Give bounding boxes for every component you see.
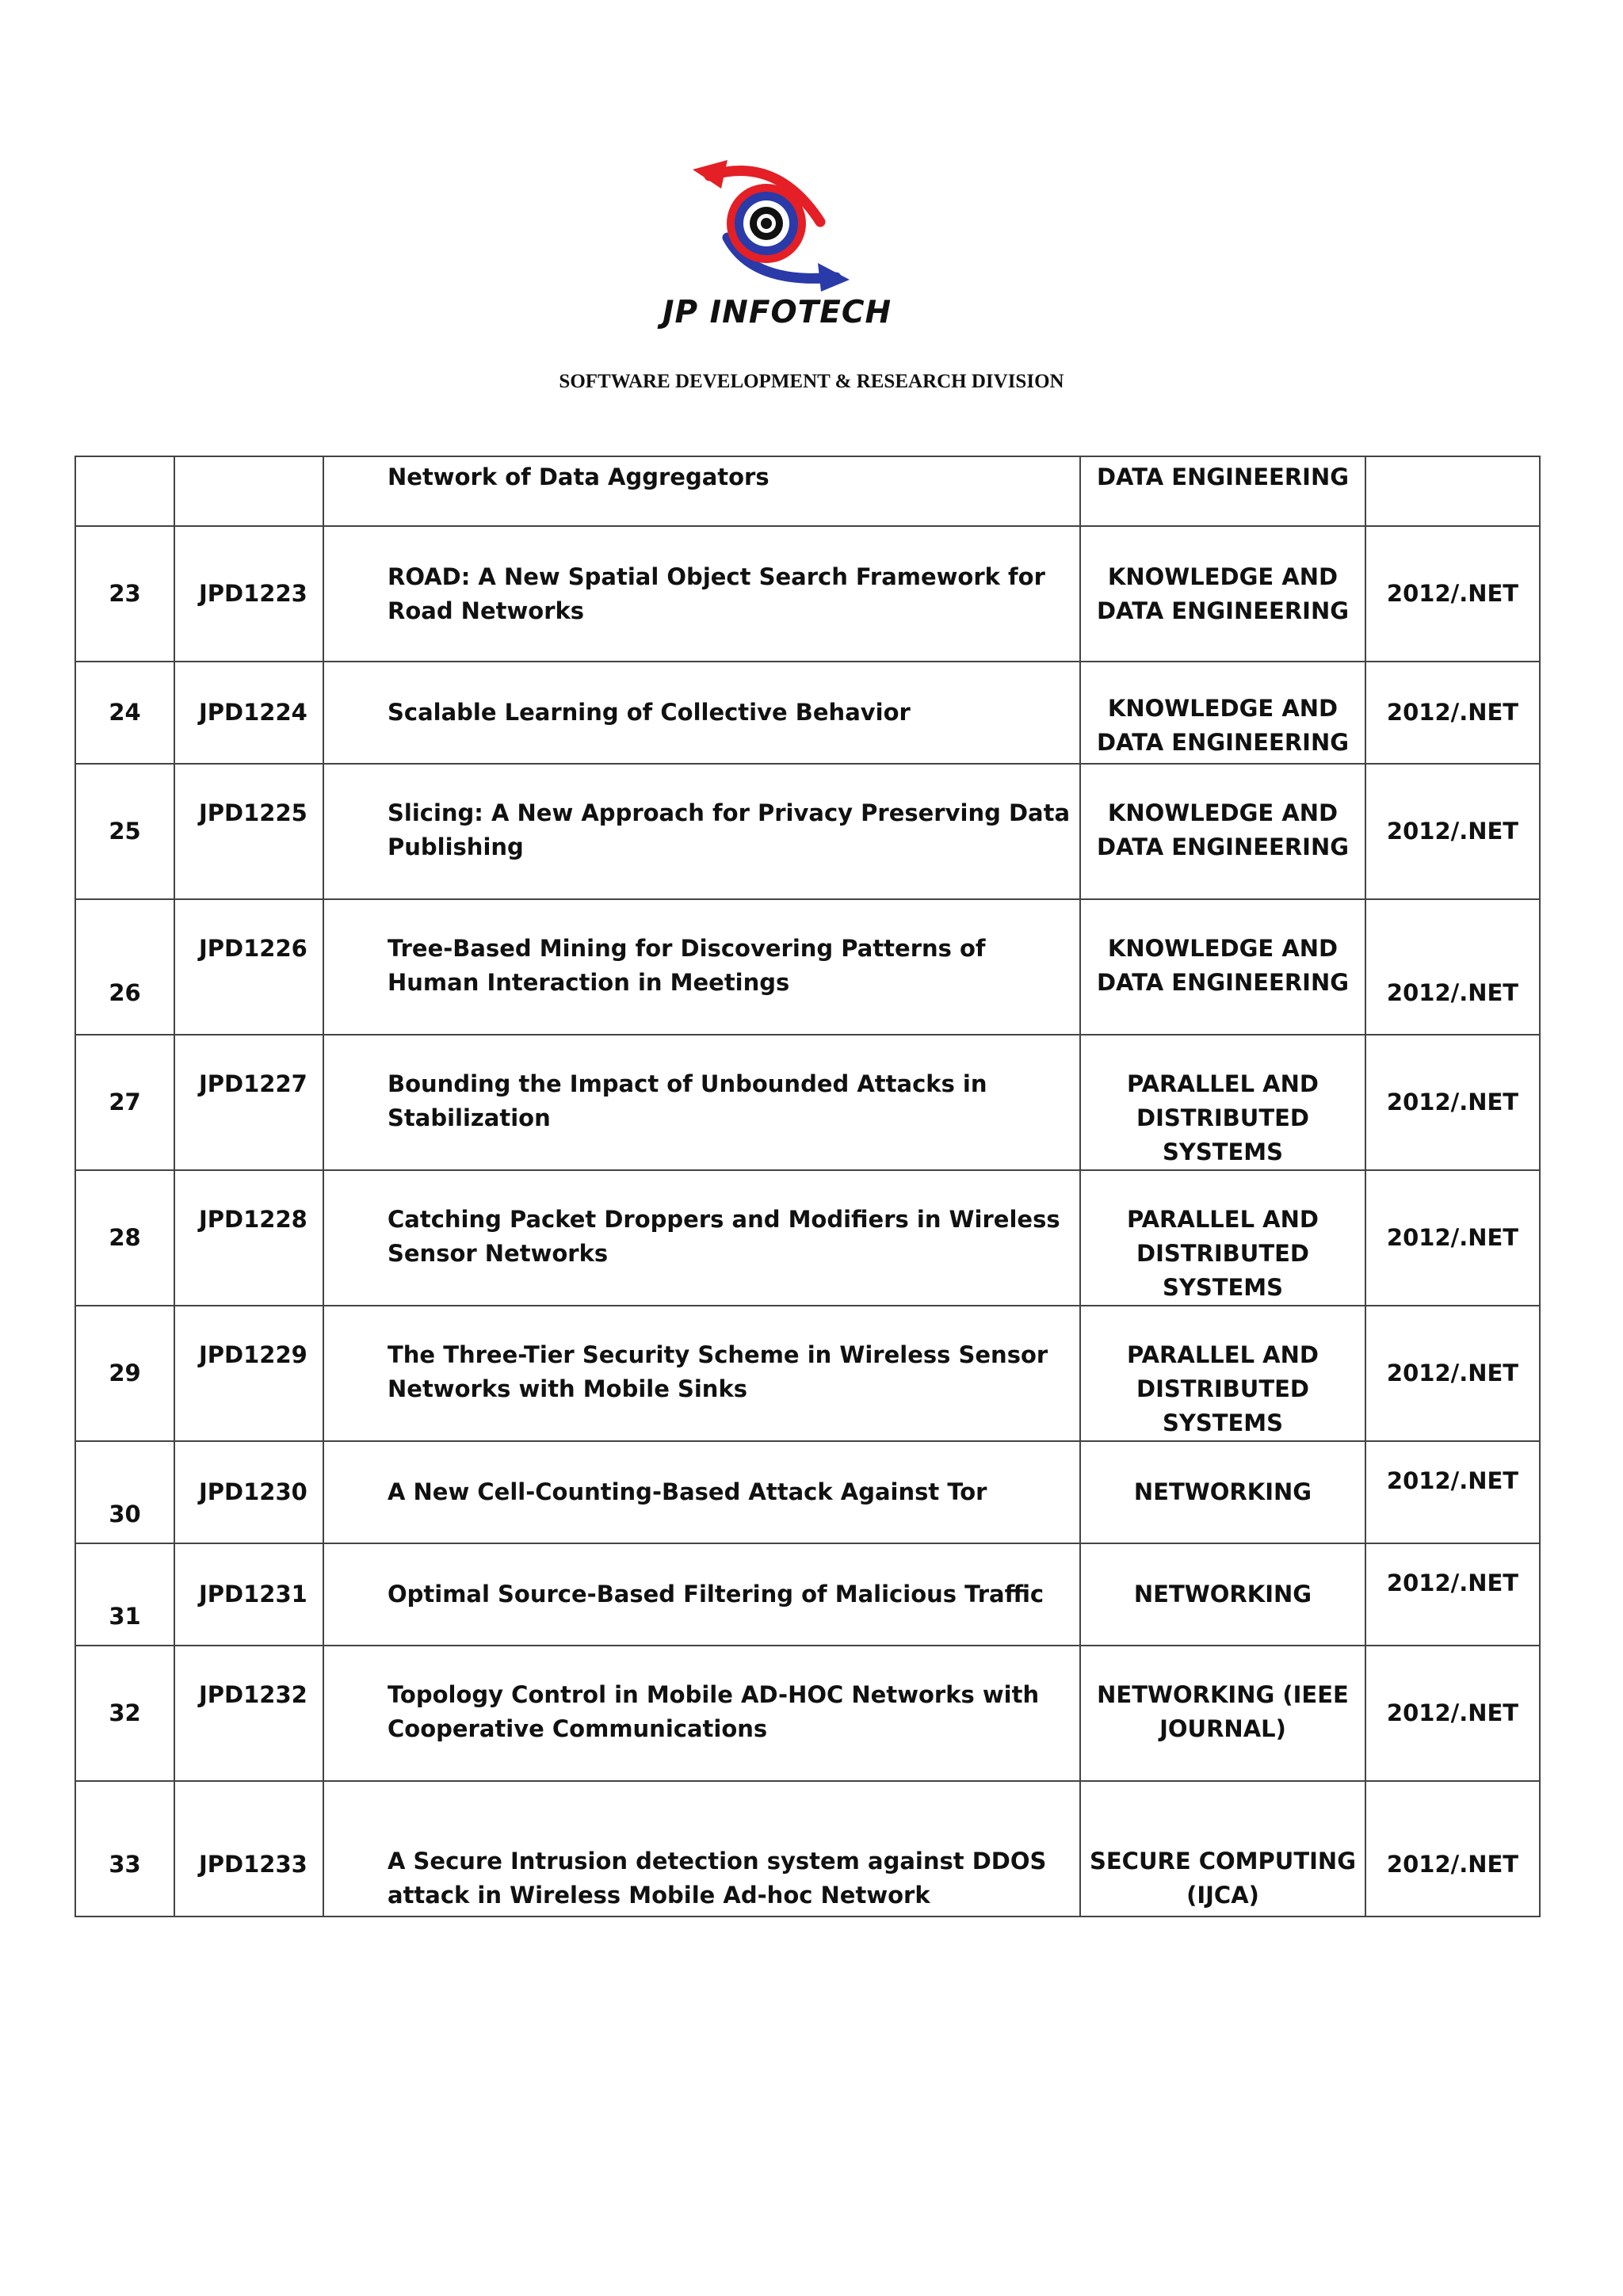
row-number: 33 bbox=[75, 1781, 174, 1917]
row-number bbox=[75, 456, 174, 526]
project-title: A New Cell-Counting-Based Attack Against Tor bbox=[323, 1441, 1080, 1543]
project-year: 2012/.NET bbox=[1365, 1306, 1540, 1441]
row-number: 27 bbox=[75, 1035, 174, 1170]
project-code: JPD1233 bbox=[174, 1781, 323, 1917]
project-year: 2012/.NET bbox=[1365, 899, 1540, 1035]
project-domain: DATA ENGINEERING bbox=[1080, 456, 1365, 526]
project-year: 2012/.NET bbox=[1365, 1441, 1540, 1543]
project-domain: KNOWLEDGE AND DATA ENGINEERING bbox=[1080, 526, 1365, 662]
table-row bbox=[75, 662, 1540, 764]
table-row bbox=[75, 526, 1540, 662]
project-year: 2012/.NET bbox=[1365, 526, 1540, 662]
row-number: 25 bbox=[75, 764, 174, 899]
project-table bbox=[74, 456, 1541, 1917]
project-domain: NETWORKING bbox=[1080, 1543, 1365, 1646]
project-domain: KNOWLEDGE AND DATA ENGINEERING bbox=[1080, 764, 1365, 899]
table-row bbox=[75, 1543, 1540, 1646]
project-title: Scalable Learning of Collective Behavior bbox=[323, 662, 1080, 764]
table-row bbox=[75, 1035, 1540, 1170]
table-row bbox=[75, 1170, 1540, 1306]
project-domain: SECURE COMPUTING (IJCA) bbox=[1080, 1781, 1365, 1917]
project-title: Slicing: A New Approach for Privacy Preserving Data Publishing bbox=[323, 764, 1080, 899]
project-year: 2012/.NET bbox=[1365, 1781, 1540, 1917]
project-year: 2012/.NET bbox=[1365, 764, 1540, 899]
project-title: A Secure Intrusion detection system against DDOS attack in Wireless Mobile Ad-hoc Network bbox=[323, 1781, 1080, 1917]
project-year: 2012/.NET bbox=[1365, 1543, 1540, 1646]
row-number: 30 bbox=[75, 1441, 174, 1543]
project-title: ROAD: A New Spatial Object Search Framework for Road Networks bbox=[323, 526, 1080, 662]
row-number: 24 bbox=[75, 662, 174, 764]
project-domain: NETWORKING bbox=[1080, 1441, 1365, 1543]
project-domain: NETWORKING (IEEE JOURNAL) bbox=[1080, 1646, 1365, 1781]
project-domain: PARALLEL AND DISTRIBUTED SYSTEMS bbox=[1080, 1306, 1365, 1441]
table-row bbox=[75, 764, 1540, 899]
project-domain: PARALLEL AND DISTRIBUTED SYSTEMS bbox=[1080, 1170, 1365, 1306]
project-code: JPD1228 bbox=[174, 1170, 323, 1306]
project-year: 2012/.NET bbox=[1365, 662, 1540, 764]
table-row bbox=[75, 456, 1540, 526]
project-code: JPD1225 bbox=[174, 764, 323, 899]
project-code: JPD1227 bbox=[174, 1035, 323, 1170]
row-number: 23 bbox=[75, 526, 174, 662]
project-code bbox=[174, 456, 323, 526]
project-title: Optimal Source-Based Filtering of Malicious Traffic bbox=[323, 1543, 1080, 1646]
table-row bbox=[75, 1306, 1540, 1441]
project-domain: KNOWLEDGE AND DATA ENGINEERING bbox=[1080, 899, 1365, 1035]
project-code: JPD1229 bbox=[174, 1306, 323, 1441]
table-row bbox=[75, 899, 1540, 1035]
row-number: 31 bbox=[75, 1543, 174, 1646]
project-title: The Three-Tier Security Scheme in Wireless Sensor Networks with Mobile Sinks bbox=[323, 1306, 1080, 1441]
project-code: JPD1232 bbox=[174, 1646, 323, 1781]
table-row bbox=[75, 1441, 1540, 1543]
project-code: JPD1231 bbox=[174, 1543, 323, 1646]
row-number: 26 bbox=[75, 899, 174, 1035]
row-number: 28 bbox=[75, 1170, 174, 1306]
project-title: Topology Control in Mobile AD-HOC Networks with Cooperative Communications bbox=[323, 1646, 1080, 1781]
project-year: 2012/.NET bbox=[1365, 1646, 1540, 1781]
project-year: 2012/.NET bbox=[1365, 1035, 1540, 1170]
project-code: JPD1230 bbox=[174, 1441, 323, 1543]
division-title: SOFTWARE DEVELOPMENT & RESEARCH DIVISION bbox=[559, 371, 1064, 392]
project-code: JPD1226 bbox=[174, 899, 323, 1035]
project-code: JPD1223 bbox=[174, 526, 323, 662]
project-title: Network of Data Aggregators bbox=[323, 456, 1080, 526]
table-row bbox=[75, 1781, 1540, 1917]
project-year: 2012/.NET bbox=[1365, 1170, 1540, 1306]
row-number: 29 bbox=[75, 1306, 174, 1441]
project-code: JPD1224 bbox=[174, 662, 323, 764]
project-title: Bounding the Impact of Unbounded Attacks in Stabilization bbox=[323, 1035, 1080, 1170]
project-title: Tree-Based Mining for Discovering Patterns of Human Interaction in Meetings bbox=[323, 899, 1080, 1035]
brand-name: JP INFOTECH bbox=[663, 295, 892, 330]
project-year bbox=[1365, 456, 1540, 526]
project-domain: PARALLEL AND DISTRIBUTED SYSTEMS bbox=[1080, 1035, 1365, 1170]
project-title: Catching Packet Droppers and Modifiers in Wireless Sensor Networks bbox=[323, 1170, 1080, 1306]
row-number: 32 bbox=[75, 1646, 174, 1781]
table-row bbox=[75, 1646, 1540, 1781]
project-domain: KNOWLEDGE AND DATA ENGINEERING bbox=[1080, 662, 1365, 764]
